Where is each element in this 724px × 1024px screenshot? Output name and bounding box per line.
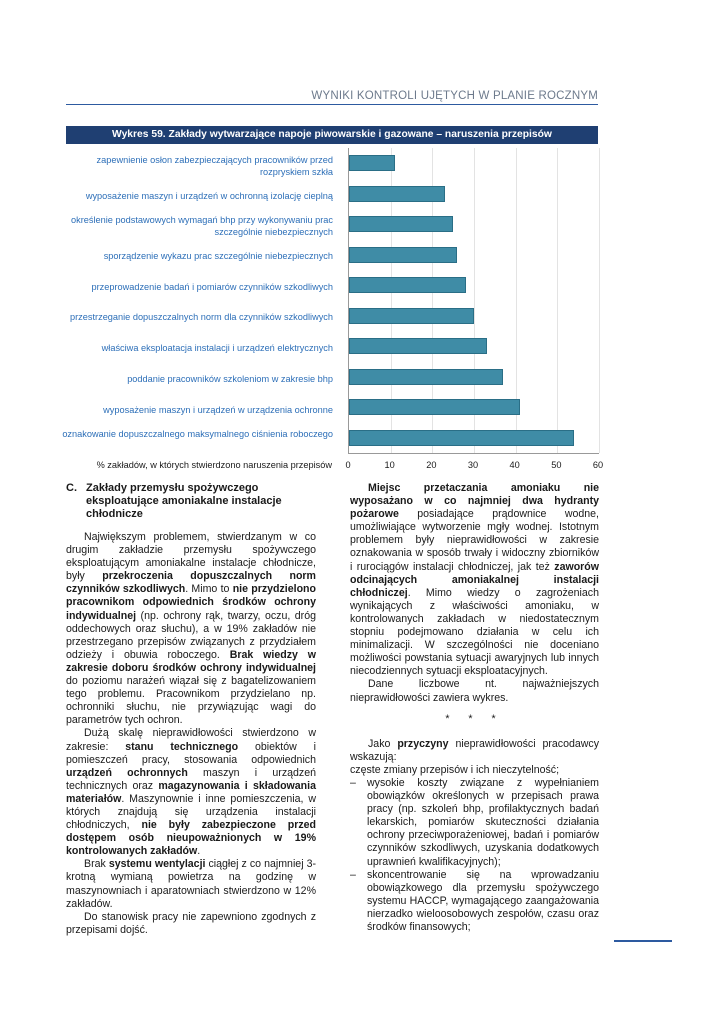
category-label: zapewnienie osłon zabezpieczających pracowników przed rozpryskiem szkła: [96, 155, 333, 177]
x-tick-label: 50: [551, 460, 562, 470]
x-tick-label: 60: [592, 460, 604, 470]
category-label: wyposażenie maszyn i urządzeń w ochronną izolację cieplną: [85, 191, 333, 201]
bar: [349, 369, 503, 385]
chart-title: Wykres 59. Zakłady wytwarzające napoje piwowarskie i gazowane – naruszenia przepisów: [66, 126, 598, 144]
section-separator: * * *: [445, 712, 504, 725]
paragraph: Jako przyczyny nieprawidłowości pracodawcy wskazują:: [350, 737, 599, 763]
list-item: – wysokie koszty związane z wypełnianiem obowiązków określonych w przepisach prawa pracy (np. szkoleń bhp, profilaktycznych badań lekarskich, pomiarów skuteczności działania ochrony przeciwporażeniowej, badań i pomiarów czynników szkodliwych, uzyskania dodatkowych uprawnień kwalifikacyjnych);: [350, 776, 599, 868]
category-label: poddanie pracowników szkoleniom w zakresie bhp: [127, 374, 333, 384]
paragraph: Największym problemem, stwierdzanym w co drugim zakładzie przemysłu spożywczego eksploatującym amoniakalne instalacje chłodnicze, były przekroczenia dopuszczalnych norm czynników szkodliwych. Mimo to nie przydzielono pracownikom odpowiednich środków ochrony indywidualnej (np. ochrony rąk, twarzy, oczu, dróg oddechowych oraz słuchu), a w 19% zakładów nie przestrzegano przepisów związanych z przydziałem odzieży i obuwia roboczego. Brak wiedzy w zakresie doboru środków ochrony indywidualnej do poziomu narażeń wiązał się z bagatelizowaniem tego problemu. Pracownikom przydzielano np. ochronniki słuchu, nie przywiązując wagi do parametrów tych ochron.: [66, 531, 316, 727]
bar: [349, 338, 487, 354]
gridline: [557, 148, 558, 453]
category-label: określenie podstawowych wymagań bhp przy wykonywaniu prac szczególnie niebezpiecznych: [71, 215, 333, 237]
bar: [349, 308, 474, 324]
chart-plot-area: [348, 148, 599, 454]
x-tick-label: 40: [509, 460, 520, 470]
category-label: przestrzeganie dopuszczalnych norm dla czynników szkodliwych: [70, 312, 333, 322]
section-title: Zakłady przemysłu spożywczego eksploatujące amoniakalne instalacje chłodnicze: [86, 482, 282, 520]
header-rule: [66, 104, 598, 105]
bar: [349, 277, 466, 293]
category-label: przeprowadzenie badań i pomiarów czynników szkodliwych: [91, 282, 333, 292]
x-tick-label: 20: [426, 460, 437, 470]
paragraph: Brak systemu wentylacji ciągłej z co najmniej 3-krotną wymianą powietrza na godzinę w maszynowniach i aparatowniach stwierdzono w 12% zakładów.: [66, 858, 316, 910]
bar: [349, 216, 453, 232]
running-header: WYNIKI KONTROLI UJĘTYCH W PLANIE ROCZNYM: [311, 90, 598, 102]
category-label: wyposażenie maszyn i urządzeń w urządzenia ochronne: [103, 405, 333, 415]
paragraph: Dużą skalę nieprawidłowości stwierdzono w zakresie: stanu technicznego obiektów i pomieszczeń pracy, stosowania odpowiednich urządzeń ochronnych maszyn i urządzeń technicznych oraz magazynowania i składowania materiałów. Maszynownie i inne pomieszczenia, w których znajdują się urządzenia instalacji chłodniczych, nie były zabezpieczone przed dostępem osób nieupoważnionych w 19% kontrolowanych zakładów.: [66, 727, 316, 858]
x-axis-label: % zakładów, w których stwierdzono naruszenia przepisów: [96, 460, 332, 470]
bar: [349, 247, 457, 263]
bar: [349, 399, 520, 415]
x-tick-label: 30: [467, 460, 479, 470]
paragraph: częste zmiany przepisów i ich nieczytelność;: [350, 763, 560, 776]
x-tick-label: 0: [345, 460, 351, 470]
category-label: oznakowanie dopuszczalnego maksymalnego ciśnienia roboczego: [62, 429, 333, 439]
left-column: [66, 482, 316, 937]
x-tick-label: 10: [384, 460, 395, 470]
section-heading: [66, 482, 316, 521]
paragraph: Miejsc przetaczania amoniaku nie wyposażano w co najmniej dwa hydranty pożarowe posiadające prądownice wodne, umożliwiające wytworzenie mgły wodnej. Istotnym problemem były nieprawidłowości w zakresie oznakowania w sposób trwały i widoczny zbiorników i rurociągów instalacji chłodniczej, jak też zaworów odcinających amoniakalnej instalacji chłodniczej. Mimo wiedzy o zagrożeniach wynikających z właściwości amoniaku, w kontrolowanych zakładach w niedostatecznym stopniu podejmowano działania w celu ich minimalizacji. W szczególności nie doceniano możliwości powstania sytuacji awaryjnych lub innych niecodziennych sytuacji eksploatacyjnych.: [350, 482, 599, 678]
section-letter: C.: [66, 482, 77, 494]
category-label: właściwa eksploatacja instalacji i urządzeń elektrycznych: [101, 343, 333, 353]
right-column: [350, 482, 599, 934]
bar: [349, 186, 445, 202]
paragraph: Dane liczbowe nt. najważniejszych nieprawidłowości zawiera wykres.: [350, 678, 599, 704]
list-item: – skoncentrowanie się na wprowadzaniu obowiązkowego dla przemysłu spożywczego systemu HACCP, wymagającego zaangażowania nierzadko wieloosobowych zespołów, czasu oraz środków finansowych;: [350, 868, 599, 933]
bar: [349, 155, 395, 171]
bar: [349, 430, 574, 446]
gridline: [599, 148, 600, 453]
paragraph: Do stanowisk pracy nie zapewniono zgodnych z przepisami dojść.: [66, 910, 316, 936]
footer-rule: [614, 940, 672, 942]
category-label: sporządzenie wykazu prac szczególnie niebezpiecznych: [103, 251, 333, 261]
